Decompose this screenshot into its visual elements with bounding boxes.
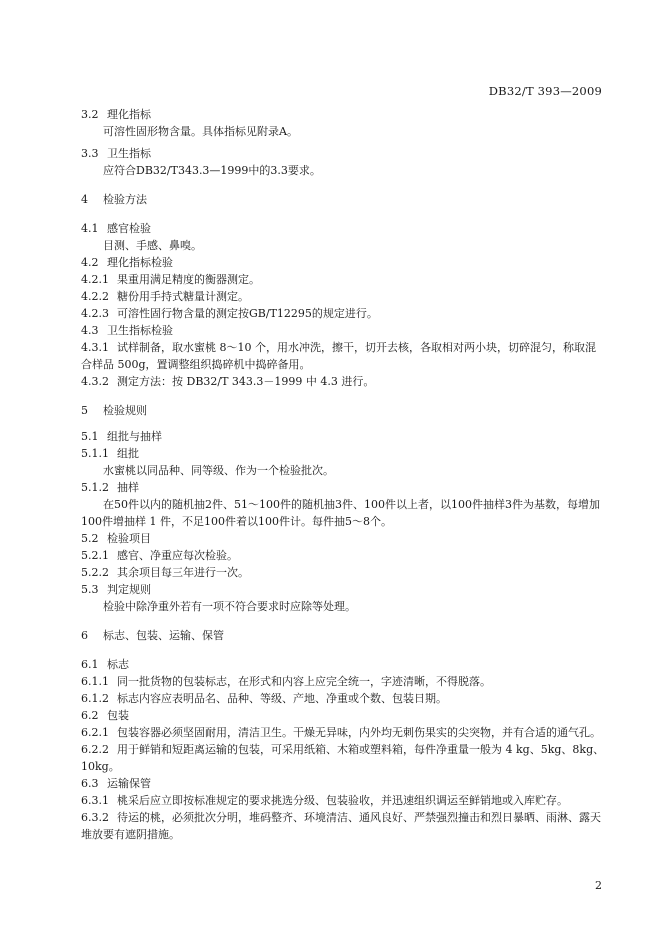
- chapter-number: 6: [81, 629, 88, 642]
- section-3-2-body: 可溶性固形物含量。具体指标见附录A。: [103, 125, 298, 138]
- clause-5-2-2: [81, 564, 606, 581]
- clause-text: 标志内容应表明品名、品种、等级、产地、净重或个数、包装日期。: [117, 692, 447, 705]
- document-code: DB32/T 393—2009: [488, 84, 602, 98]
- clause-text: 包装容器必须坚固耐用，清洁卫生。干燥无异味，内外均无刺伤果实的尖突物，并有合适的通气孔。: [117, 726, 601, 739]
- section-5-1-heading: [81, 428, 606, 445]
- clause-5-1-1-body: 水蜜桃以同品种、同等级、作为一个检验批次。: [103, 464, 334, 477]
- page-number: 2: [595, 879, 602, 892]
- section-title: 判定规则: [107, 583, 151, 596]
- chapter-number: 5: [81, 404, 88, 417]
- clause-5-1-1-heading: [81, 445, 606, 462]
- section-title: 组批与抽样: [107, 430, 162, 443]
- chapter-title: 检验方法: [103, 193, 147, 206]
- section-number: 3.2: [81, 108, 99, 121]
- clause-number: 6.2.1: [81, 726, 109, 739]
- clause-number: 6.2.2: [81, 743, 109, 756]
- clause-6-2-1: [81, 724, 606, 741]
- clause-number: 4.2.2: [81, 290, 109, 303]
- section-number: 6.3: [81, 777, 99, 790]
- clause-5-1-2-heading: [81, 479, 606, 496]
- clause-4-2-3: [81, 305, 606, 322]
- section-3-3-body: 应符合DB32/T343.3—1999中的3.3要求。: [103, 164, 321, 177]
- clause-4-2-1: [81, 271, 606, 288]
- section-title: 感官检验: [107, 222, 151, 235]
- clause-title: 抽样: [117, 481, 139, 494]
- clause-4-3-1: [81, 339, 606, 373]
- section-6-3-heading: [81, 775, 606, 792]
- chapter-5-heading: [81, 402, 606, 419]
- clause-number: 4.2.1: [81, 273, 109, 286]
- chapter-4-heading: [81, 191, 606, 208]
- clause-text: 待运的桃，必须批次分明，堆码整齐、环境清洁、通风良好、严禁强烈撞击和烈日暴晒、雨淋、露天堆放要有遮阴措施。: [81, 811, 601, 841]
- clause-text: 用于鲜销和短距离运输的包装，可采用纸箱、木箱或塑料箱，每件净重量一般为 4 kg、5kg、8kg、10kg。: [81, 743, 605, 773]
- clause-number: 6.1.1: [81, 675, 109, 688]
- clause-4-3-2: [81, 373, 606, 390]
- section-6-2-heading: [81, 707, 606, 724]
- clause-text: 测定方法：按 DB32/T 343.3－1999 中 4.3 进行。: [117, 375, 375, 388]
- section-title: 标志: [107, 658, 129, 671]
- section-3-2-heading: [81, 106, 606, 123]
- section-4-1-heading: [81, 220, 606, 237]
- clause-number: 5.1.2: [81, 481, 109, 494]
- clause-6-2-2: [81, 741, 606, 775]
- chapter-number: 4: [81, 193, 88, 206]
- clause-text: 可溶性固行物含量的测定按GB/T12295的规定进行。: [117, 307, 378, 320]
- clause-number: 5.1.1: [81, 447, 109, 460]
- section-title: 包装: [107, 709, 129, 722]
- section-4-3-heading: [81, 322, 606, 339]
- section-number: 5.1: [81, 430, 99, 443]
- clause-text: 感官、净重应每次检验。: [117, 549, 238, 562]
- section-title: 检验项目: [107, 532, 151, 545]
- clause-number: 5.2.1: [81, 549, 109, 562]
- clause-6-3-1: [81, 792, 606, 809]
- clause-text: 桃采后应立即按标准规定的要求挑选分级、包装验收，并迅速组织调运至鲜销地或入库贮存。: [117, 794, 568, 807]
- section-title: 运输保管: [107, 777, 151, 790]
- clause-text: 同一批货物的包装标志，在形式和内容上应完全统一，字迹清晰，不得脱落。: [117, 675, 491, 688]
- section-number: 5.3: [81, 583, 99, 596]
- section-6-1-heading: [81, 656, 606, 673]
- section-title: 理化指标: [107, 108, 151, 121]
- section-5-3-body: 检验中除净重外若有一项不符合要求时应除等处理。: [103, 600, 356, 613]
- section-title: 卫生指标检验: [107, 324, 173, 337]
- section-5-2-heading: [81, 530, 606, 547]
- section-4-2-heading: [81, 254, 606, 271]
- clause-number: 6.1.2: [81, 692, 109, 705]
- clause-number: 6.3.2: [81, 811, 109, 824]
- section-5-3-heading: [81, 581, 606, 598]
- chapter-title: 检验规则: [103, 404, 147, 417]
- clause-number: 4.3.2: [81, 375, 109, 388]
- clause-number: 4.3.1: [81, 341, 109, 354]
- clause-5-2-1: [81, 547, 606, 564]
- clause-4-2-2: [81, 288, 606, 305]
- section-number: 3.3: [81, 147, 99, 160]
- section-number: 4.3: [81, 324, 99, 337]
- section-title: 卫生指标: [107, 147, 151, 160]
- section-number: 4.2: [81, 256, 99, 269]
- section-number: 6.2: [81, 709, 99, 722]
- chapter-title: 标志、包装、运输、保管: [103, 629, 224, 642]
- clause-number: 5.2.2: [81, 566, 109, 579]
- clause-text: 糖份用手持式糖量计测定。: [117, 290, 249, 303]
- clause-5-1-2-body: 在50件以内的随机抽2件、51～100件的随机抽3件、100件以上者，以100件抽样3件为基数，每增加100件增抽样 1 件，不足100件着以100件计。每件抽5～8个。: [81, 498, 600, 528]
- document-body: [81, 106, 606, 843]
- clause-number: 4.2.3: [81, 307, 109, 320]
- chapter-6-heading: [81, 627, 606, 644]
- clause-text: 其余项目每三年进行一次。: [117, 566, 249, 579]
- clause-number: 6.3.1: [81, 794, 109, 807]
- clause-text: 试样制备，取水蜜桃 8～10 个，用水冲洗，擦干，切开去核，各取相对两小块，切碎混匀，称取混合样品 500g，置调整组织捣碎机中捣碎备用。: [81, 341, 596, 371]
- clause-6-1-2: [81, 690, 606, 707]
- section-number: 4.1: [81, 222, 99, 235]
- section-4-1-body: 目测、手感、鼻嗅。: [103, 239, 202, 252]
- section-number: 6.1: [81, 658, 99, 671]
- clause-6-3-2: [81, 809, 606, 843]
- clause-6-1-1: [81, 673, 606, 690]
- clause-text: 果重用满足精度的衡器测定。: [117, 273, 260, 286]
- section-3-3-heading: [81, 145, 606, 162]
- clause-title: 组批: [117, 447, 139, 460]
- section-number: 5.2: [81, 532, 99, 545]
- section-title: 理化指标检验: [107, 256, 173, 269]
